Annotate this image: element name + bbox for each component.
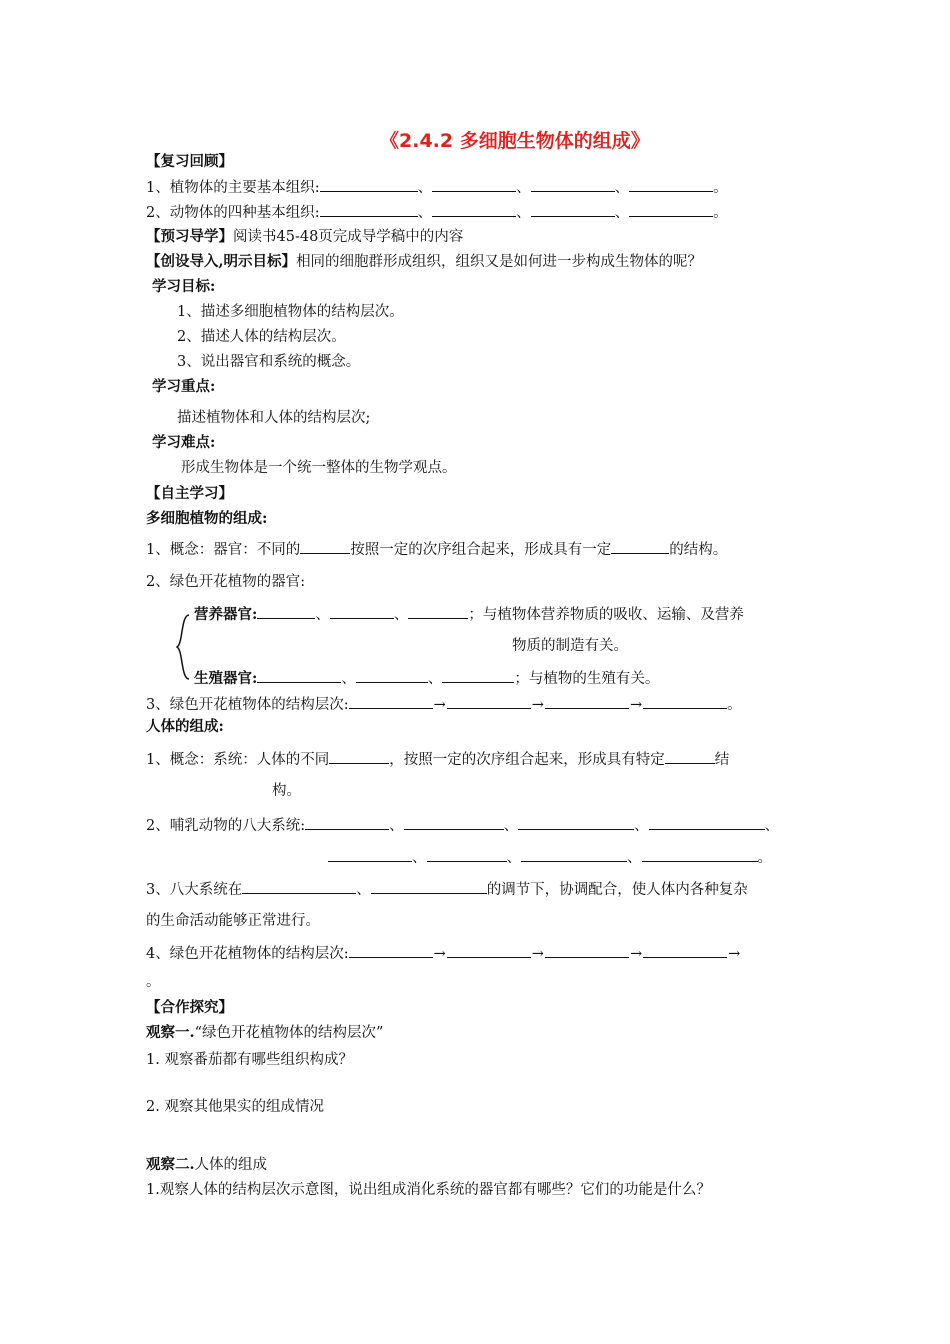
period: 。 (727, 697, 742, 713)
difficulty-text: 形成生物体是一个统一整体的生物学观点。 (181, 460, 457, 476)
blank[interactable] (643, 694, 727, 709)
page-title: 《2.4.2 多细胞生物体的组成》 (380, 130, 650, 152)
left-brace-icon (176, 614, 190, 680)
vegetative-label: 营养器官: (194, 606, 258, 623)
separator: 、 (614, 180, 630, 196)
preview-line (146, 227, 463, 247)
blank[interactable] (629, 177, 713, 192)
intro-heading: 【创设导入,明示目标】 (146, 253, 297, 270)
blank[interactable] (305, 815, 389, 830)
plant-hierarchy-2 (146, 943, 741, 964)
observation-2-q1: 1.观察人体的结构层次示意图，说出组成消化系统的器官都有哪些？它们的功能是什么？ (146, 1182, 711, 1198)
blank[interactable] (531, 202, 615, 217)
review-question-2 (146, 202, 728, 223)
concept-text: 的结构。 (669, 542, 728, 558)
review-q1-text: 1、植物体的主要基本组织: (146, 180, 320, 196)
difficulty-heading: 学习难点: (152, 434, 216, 451)
period: 。 (757, 850, 772, 866)
human-concept (146, 749, 729, 770)
period: 。 (713, 180, 728, 196)
arrow-icon: → (629, 697, 643, 713)
goal-item: 1、描述多细胞植物体的结构层次。 (177, 304, 404, 320)
regulation-line-2: 的生命活动能够正常进行。 (146, 913, 320, 929)
blank[interactable] (242, 879, 356, 894)
blank[interactable] (349, 943, 433, 958)
observation-label: 观察二. (146, 1156, 195, 1173)
blank[interactable] (427, 847, 507, 862)
separator: 、 (427, 671, 443, 687)
concept-text: ，按照一定的次序组合起来，形成具有特定 (389, 752, 665, 768)
separator: 、 (627, 850, 642, 866)
preview-text: 阅读书45-48页完成导学稿中的内容 (233, 229, 464, 245)
separator: 、 (764, 818, 780, 834)
eight-systems-1 (146, 815, 779, 836)
review-question-1 (146, 177, 728, 198)
blank[interactable] (642, 847, 758, 862)
separator: 、 (503, 818, 519, 834)
human-heading: 人体的组成: (146, 718, 224, 735)
reproductive-desc: ；与植物的生殖有关。 (514, 671, 660, 687)
arrow-icon: → (433, 946, 446, 962)
blank[interactable] (408, 604, 468, 619)
blank[interactable] (300, 539, 350, 554)
period: 。 (146, 974, 161, 990)
blank[interactable] (521, 847, 627, 862)
blank[interactable] (432, 202, 516, 217)
plant-organs-label: 2、绿色开花植物的器官: (146, 574, 306, 590)
goal-item: 2、描述人体的结构层次。 (177, 329, 346, 345)
separator: 、 (389, 818, 404, 834)
blank[interactable] (356, 668, 428, 683)
blank[interactable] (545, 694, 629, 709)
separator: 、 (634, 818, 649, 834)
blank[interactable] (518, 815, 634, 830)
separator: 、 (516, 180, 531, 196)
blank[interactable] (432, 177, 516, 192)
arrow-icon: → (433, 697, 446, 713)
separator: 、 (417, 205, 433, 221)
arrow-icon: → (728, 946, 741, 962)
separator: 、 (417, 180, 433, 196)
key-text: 描述植物体和人体的结构层次; (177, 410, 371, 426)
key-heading: 学习重点: (152, 378, 216, 395)
goal-item: 3、说出器官和系统的概念。 (177, 354, 361, 370)
blank[interactable] (611, 539, 669, 554)
coop-heading: 【合作探究】 (146, 999, 233, 1016)
separator: 、 (393, 607, 409, 623)
blank[interactable] (447, 694, 531, 709)
concept-text: 1、概念：器官：不同的 (146, 542, 301, 558)
blank[interactable] (447, 943, 531, 958)
separator: 、 (506, 850, 521, 866)
separator: 、 (315, 607, 330, 623)
hierarchy-label: 4、绿色开花植物体的结构层次: (146, 946, 349, 962)
vegetative-organs (194, 604, 744, 625)
separator: 、 (412, 850, 427, 866)
separator: 、 (516, 205, 531, 221)
plant-heading: 多细胞植物的组成: (146, 510, 268, 527)
vegetative-desc: ；与植物体营养物质的吸收、运输、及营养 (468, 607, 744, 623)
blank[interactable] (665, 749, 715, 764)
concept-text: 按照一定的次序组合起来，形成具有一定 (350, 542, 612, 558)
plant-hierarchy (146, 694, 742, 715)
blank[interactable] (320, 177, 418, 192)
blank[interactable] (328, 847, 412, 862)
intro-line (146, 252, 702, 272)
regulation-line (146, 879, 748, 900)
concept-text: 结 (714, 752, 730, 768)
blank[interactable] (404, 815, 504, 830)
plant-concept (146, 539, 727, 560)
reproductive-organs (194, 668, 659, 689)
blank[interactable] (531, 177, 615, 192)
observation-title: “绿色开花植物体的结构层次” (194, 1025, 384, 1041)
separator: 、 (614, 205, 630, 221)
systems-label: 2、哺乳动物的八大系统: (146, 818, 306, 834)
self-study-heading: 【自主学习】 (146, 485, 233, 502)
separator: 、 (356, 882, 371, 898)
blank[interactable] (330, 604, 394, 619)
blank[interactable] (545, 943, 629, 958)
human-concept-2: 构。 (272, 783, 301, 799)
observation-1-q1: 1. 观察番茄都有哪些组织构成？ (146, 1052, 353, 1068)
arrow-icon: → (531, 697, 544, 713)
regulation-text: 3、八大系统在 (146, 882, 243, 898)
eight-systems-2 (328, 847, 772, 868)
reproductive-label: 生殖器官: (194, 670, 258, 687)
observation-1-q2: 2. 观察其他果实的组成情况 (146, 1099, 324, 1115)
blank[interactable] (257, 668, 341, 683)
blank[interactable] (629, 202, 713, 217)
review-q2-text: 2、动物体的四种基本组织: (146, 205, 320, 221)
hierarchy-label: 3、绿色开花植物体的结构层次: (146, 697, 349, 713)
blank[interactable] (349, 694, 433, 709)
period: 。 (713, 205, 728, 221)
regulation-text: 的调节下，协调配合，使人体内各种复杂 (486, 882, 748, 898)
observation-title: 人体的组成 (194, 1157, 268, 1173)
blank[interactable] (329, 749, 389, 764)
arrow-icon: → (531, 946, 544, 962)
review-heading: 【复习回顾】 (146, 153, 233, 170)
arrow-icon: → (629, 946, 643, 962)
blank[interactable] (371, 879, 487, 894)
vegetative-desc-2: 物质的制造有关。 (512, 638, 628, 654)
blank[interactable] (257, 604, 315, 619)
goals-heading: 学习目标: (152, 278, 216, 295)
blank[interactable] (649, 815, 765, 830)
intro-text: 相同的细胞群形成组织，组织又是如何进一步构成生物体的呢？ (296, 254, 703, 270)
concept-text: 1、概念：系统：人体的不同 (146, 752, 330, 768)
blank[interactable] (320, 202, 418, 217)
blank[interactable] (643, 943, 727, 958)
observation-2 (146, 1155, 267, 1175)
blank[interactable] (442, 668, 514, 683)
separator: 、 (341, 671, 356, 687)
observation-1 (146, 1023, 383, 1043)
observation-label: 观察一. (146, 1024, 195, 1041)
preview-heading: 【预习导学】 (146, 228, 233, 245)
